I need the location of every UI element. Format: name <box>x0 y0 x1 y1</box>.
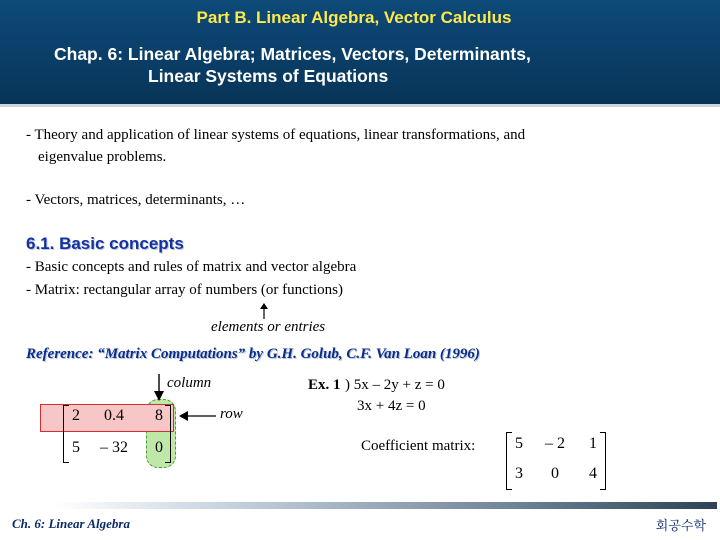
bullet-vectors: - Vectors, matrices, determinants, … <box>26 192 246 208</box>
column-label: column <box>167 375 212 391</box>
chapter-title-line2: Linear Systems of Equations <box>148 66 389 86</box>
section-heading: 6.1. Basic concepts <box>26 234 184 253</box>
matrix-cell: 1 <box>589 435 597 452</box>
left-bracket <box>506 432 512 490</box>
right-bracket <box>600 432 606 490</box>
example-number: Ex. 1 <box>308 377 341 393</box>
matrix-cell: 2 <box>72 407 80 424</box>
row-label: row <box>220 406 243 422</box>
bullet-matrix-definition: - Matrix: rectangular array of numbers (or functions) <box>26 282 343 298</box>
up-arrow-icon <box>258 302 270 320</box>
reference-citation: Reference: “Matrix Computations” by G.H. Golub, C.F. Van Loan (1996) <box>26 346 480 362</box>
title-banner <box>0 0 720 107</box>
bullet-theory: - Theory and application of linear systems of equations, linear transformations, and <box>26 127 526 143</box>
matrix-cell: – 2 <box>545 435 565 452</box>
right-bracket <box>165 405 171 463</box>
matrix-cell: 0 <box>155 439 163 456</box>
footer-divider <box>55 502 717 509</box>
equation-2: 3x + 4z = 0 <box>357 398 426 414</box>
left-bracket <box>63 405 69 463</box>
part-title: Part B. Linear Algebra, Vector Calculus <box>196 8 512 27</box>
footer-course: 회공수학 <box>655 519 706 534</box>
left-arrow-icon <box>178 409 218 423</box>
matrix-cell: 5 <box>515 435 523 452</box>
chapter-title-line1: Chap. 6: Linear Algebra; Matrices, Vectors, Determinants, <box>54 44 531 64</box>
matrix-cell: 8 <box>155 407 163 424</box>
matrix-cell: 5 <box>72 439 80 456</box>
matrix-cell: 0.4 <box>104 407 124 424</box>
elements-label: elements or entries <box>211 319 326 335</box>
matrix-cell: – 32 <box>100 439 128 456</box>
bullet-basic-concepts: - Basic concepts and rules of matrix and vector algebra <box>26 259 357 275</box>
footer-chapter: Ch. 6: Linear Algebra <box>12 516 130 531</box>
equation-1: ) 5x – 2y + z = 0 <box>345 377 445 393</box>
matrix-cell: 4 <box>589 465 597 482</box>
matrix-cell: 3 <box>515 465 523 482</box>
matrix-cell: 0 <box>551 465 559 482</box>
coefficient-matrix-label: Coefficient matrix: <box>361 438 476 454</box>
bullet-theory-continued: eigenvalue problems. <box>38 149 167 165</box>
down-arrow-icon <box>152 374 166 402</box>
example-title <box>308 377 341 394</box>
